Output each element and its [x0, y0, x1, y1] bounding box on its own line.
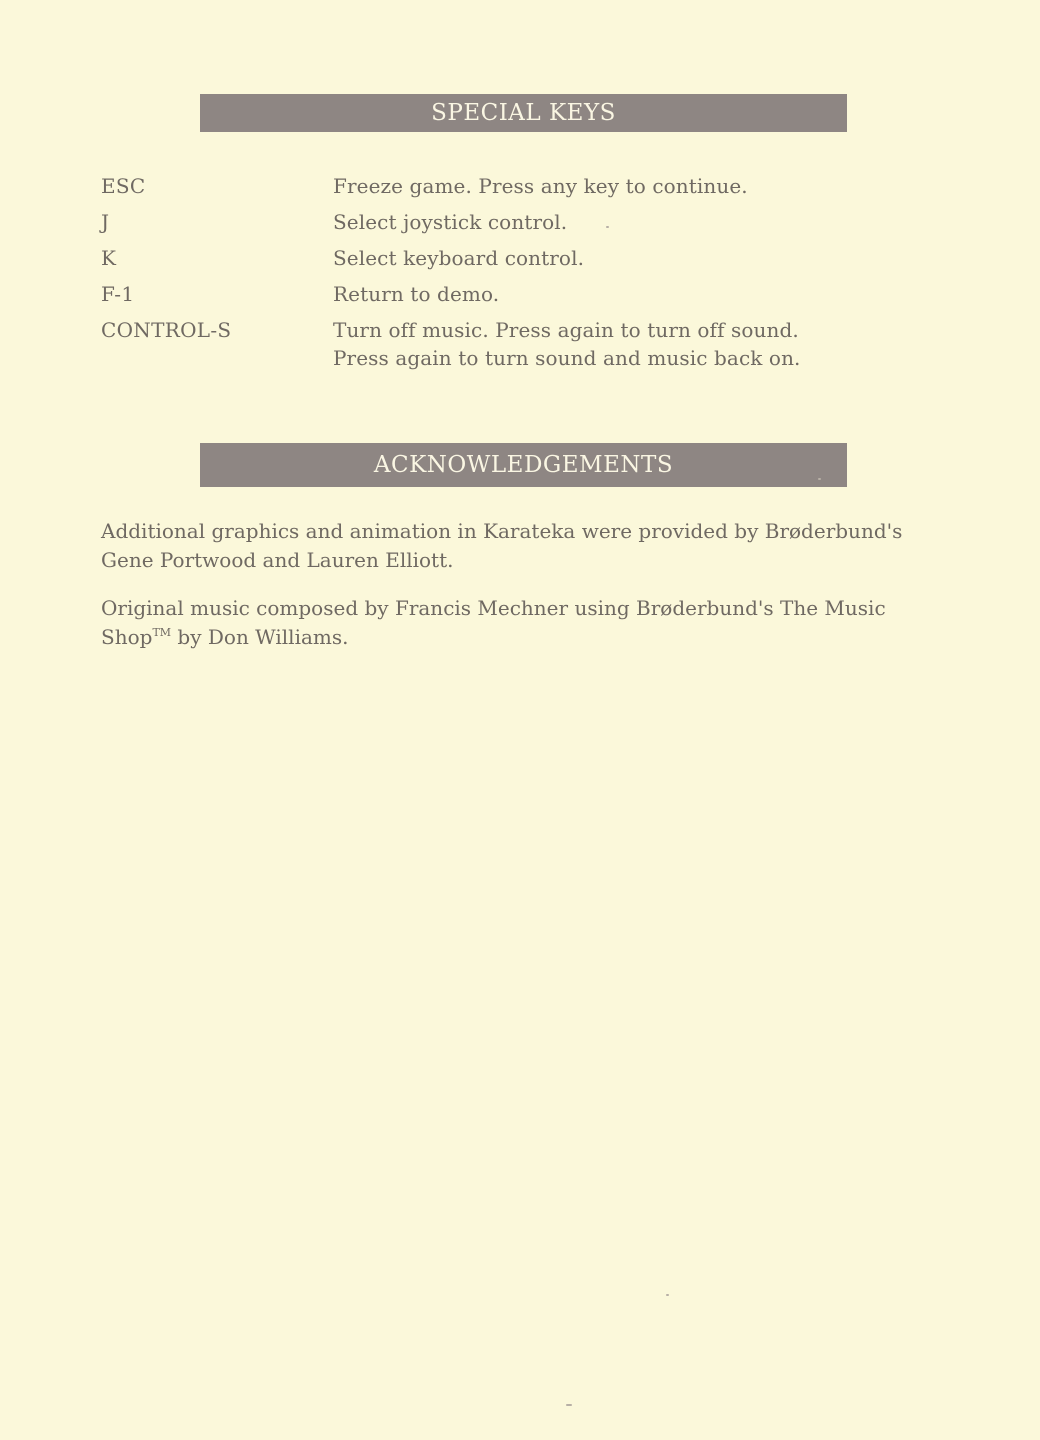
key-description-line: Freeze game. Press any key to continue. [333, 174, 748, 198]
key-description-line: Turn off music. Press again to turn off sound. [333, 318, 799, 342]
key-description [333, 316, 841, 372]
paper-speck [606, 226, 609, 228]
key-row-f1 [101, 280, 841, 308]
paper-speck [818, 478, 821, 480]
trademark-symbol: TM [152, 626, 172, 639]
key-row-j [101, 208, 841, 236]
acknowledgements-heading: ACKNOWLEDGEMENTS [200, 443, 847, 487]
acknowledgement-music-paragraph [101, 594, 951, 652]
paper-speck [666, 1294, 669, 1296]
key-description-line: Select keyboard control. [333, 246, 585, 270]
key-row-esc [101, 172, 841, 200]
key-description-line: Select joystick control. [333, 210, 568, 234]
key-row-k [101, 244, 841, 272]
music-credit-author: by Don Williams. [171, 625, 349, 649]
key-row-control-s [101, 316, 841, 372]
key-description [333, 280, 841, 308]
key-name: F-1 [101, 282, 135, 306]
key-name: K [101, 246, 117, 270]
music-credit-text: Original music composed by Francis Mechner using Brøderbund's The Music Shop [101, 596, 886, 649]
key-name: J [101, 210, 110, 234]
key-description [333, 244, 841, 272]
paper-speck [566, 1404, 572, 1406]
key-name: CONTROL-S [101, 318, 232, 342]
special-keys-table [101, 172, 841, 380]
key-description [333, 208, 841, 236]
key-description [333, 172, 841, 200]
special-keys-heading: SPECIAL KEYS [200, 94, 847, 132]
acknowledgement-graphics-paragraph: Additional graphics and animation in Karateka were provided by Brøderbund's Gene Portwood and Lauren Elliott. [101, 519, 903, 572]
key-name: ESC [101, 174, 146, 198]
key-description-line: Press again to turn sound and music back on. [333, 346, 801, 370]
key-description-line: Return to demo. [333, 282, 500, 306]
